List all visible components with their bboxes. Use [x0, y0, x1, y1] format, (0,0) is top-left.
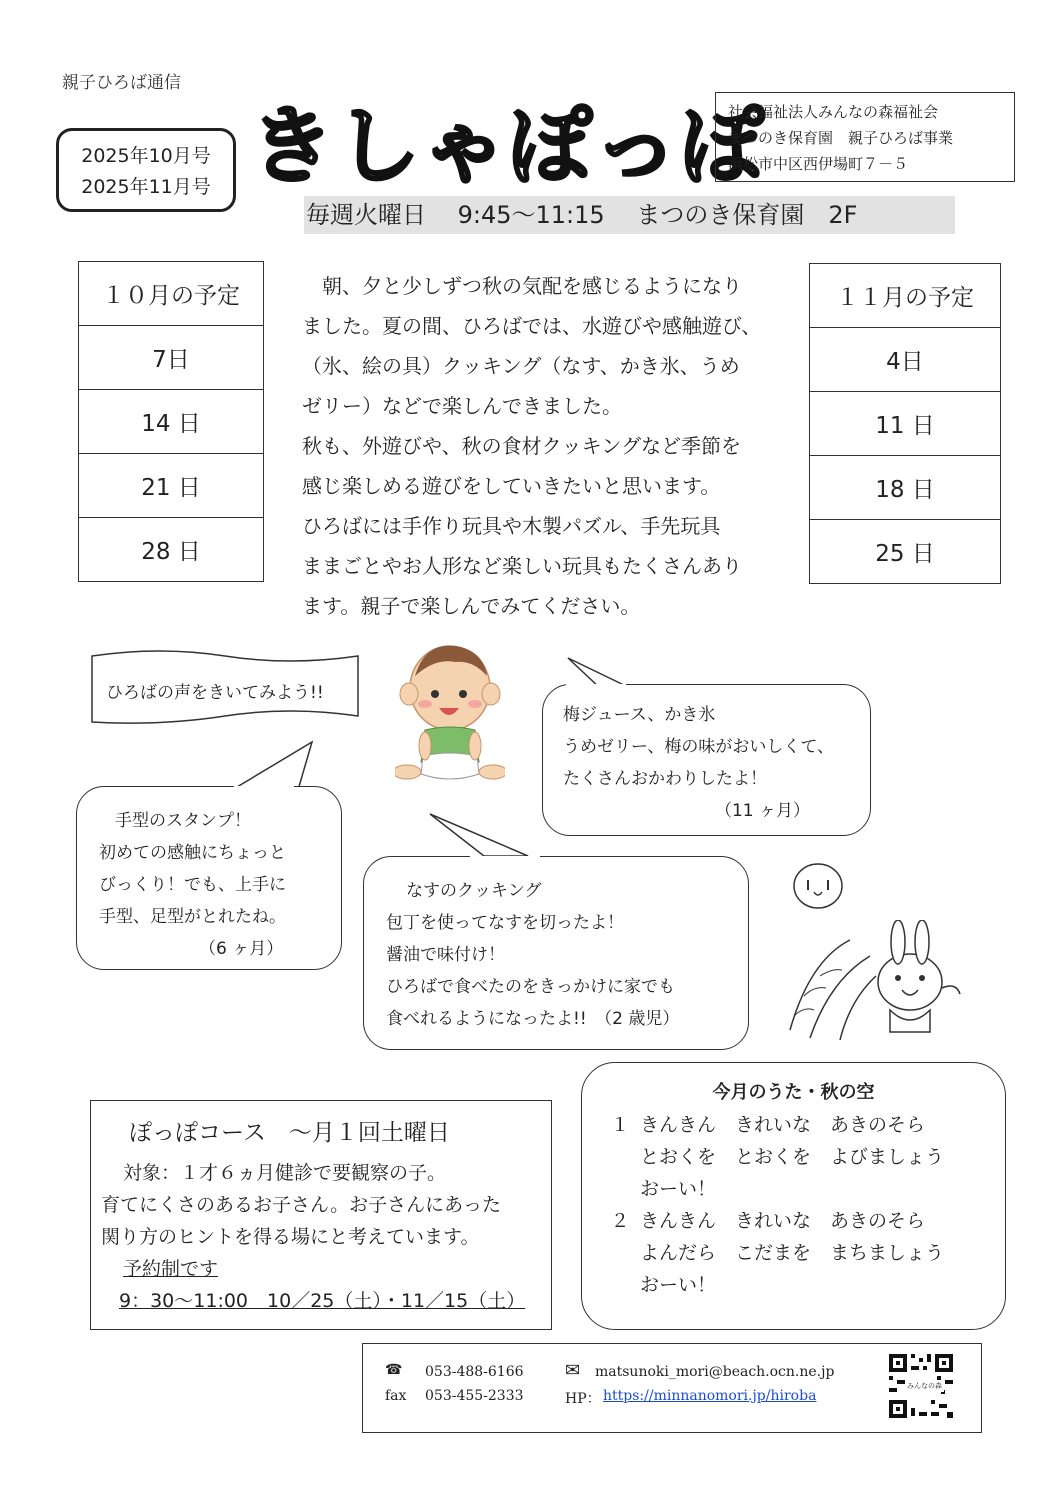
course-line-3: 関り方のヒントを得る場にと考えています。	[101, 1226, 480, 1248]
bubble2-line: びっくり！でも、上手に	[99, 875, 286, 895]
intro-line: 感じ楽しめる遊びをしていきたいと思います。	[302, 474, 721, 498]
november-header: １１月の予定	[810, 264, 1001, 328]
verse2-line: きんきん きれいな あきのそら	[640, 1210, 926, 1232]
verse2-number: ２	[610, 1210, 630, 1232]
october-date: 7日	[79, 326, 264, 390]
speech-bubble-2	[76, 786, 342, 970]
newsletter-title: きしゃぽっぽ	[250, 97, 767, 195]
november-date: 25 日	[810, 520, 1001, 584]
intro-line: ゼリー）などで楽しんできました。	[302, 394, 622, 418]
fax-number: 053-455-2333	[425, 1388, 524, 1404]
october-header: １０月の予定	[79, 262, 264, 326]
issue-box	[56, 128, 236, 212]
voices-banner-text: ひろばの声をきいてみよう!!	[106, 683, 324, 703]
verse1-line: おーい！	[640, 1178, 717, 1200]
hp-label: HP：	[565, 1391, 601, 1407]
fax-label: fax	[385, 1388, 407, 1404]
bubble2-line: 手型のスタンプ！	[115, 811, 251, 831]
organization-box	[715, 92, 1015, 182]
course-line-2: 育てにくさのあるお子さん。お子さんにあった	[101, 1194, 501, 1216]
intro-line: ままごとやお人形など楽しい玩具もたくさんあり	[302, 554, 742, 578]
rabbit-pampas-icon	[780, 920, 970, 1050]
intro-line: ました。夏の間、ひろばでは、水遊びや感触遊び、	[302, 314, 762, 338]
bubble1-age: （11 ヶ月）	[714, 801, 810, 821]
bubble3-tail	[424, 808, 534, 860]
song-verse-2	[600, 1205, 987, 1301]
series-name: 親子ひろば通信	[62, 73, 181, 93]
intro-line: 朝、夕と少しずつ秋の気配を感じるようになり	[302, 274, 742, 298]
bubble3-line: 包丁を使ってなすを切ったよ！	[386, 913, 624, 933]
bubble3-line: ひろばで食べたのをきっかけに家でも	[386, 977, 675, 997]
qr-code[interactable]	[887, 1352, 955, 1424]
course-reservation: 予約制です	[123, 1258, 219, 1280]
course-dates: 9：30～11:00 10／25（土）・11／15（土）	[119, 1290, 526, 1312]
speech-bubble-3	[363, 856, 749, 1050]
october-schedule-table	[78, 261, 264, 582]
voices-banner	[90, 650, 360, 728]
org-line-1: 社会福祉法人みんなの森福祉会	[728, 103, 939, 121]
qr-caption: みんなの森	[907, 1382, 942, 1390]
bubble2-age: （6 ヶ月）	[199, 939, 284, 959]
bubble1-line: たくさんおかわりしたよ！	[563, 769, 767, 789]
bubble1-line: 梅ジュース、かき氷	[563, 705, 716, 725]
phone-number: 053-488-6166	[425, 1364, 524, 1380]
october-date: 21 日	[79, 454, 264, 518]
issue-line-1: 2025年10月号	[81, 145, 211, 167]
november-schedule-table	[809, 263, 1001, 584]
bubble1-tail-mask	[566, 684, 626, 688]
speech-bubble-1	[542, 684, 871, 836]
baby-illustration	[395, 638, 505, 790]
course-line-1: 対象：１才６ヵ月健診で要観察の子。	[123, 1162, 447, 1184]
bubble2-line: 手型、足型がとれたね。	[99, 907, 286, 927]
october-date: 14 日	[79, 390, 264, 454]
org-line-2: まつのき保育園 親子ひろば事業	[728, 129, 954, 147]
bubble2-tail-mask	[234, 786, 294, 790]
verse1-line: きんきん きれいな あきのそら	[640, 1114, 926, 1136]
bubble3-line: なすのクッキング	[406, 881, 542, 901]
november-date: 4日	[810, 328, 1001, 392]
bubble3-tail-mask	[470, 856, 540, 860]
intro-line: ます。親子で楽しんでみてください。	[302, 594, 641, 618]
issue-line-2: 2025年11月号	[81, 176, 211, 198]
mail-icon: ✉	[565, 1360, 581, 1381]
baby-icon	[395, 638, 505, 786]
intro-line: ひろばには手作り玩具や木製パズル、手先玩具	[302, 514, 721, 538]
bubble3-line: 醤油で味付け！	[386, 945, 505, 965]
october-date: 28 日	[79, 518, 264, 582]
intro-line: （氷、絵の具）クッキング（なす、かき氷、うめ	[302, 354, 740, 378]
intro-text	[302, 266, 782, 626]
bubble1-line: うめゼリー、梅の味がおいしくて、	[563, 737, 834, 757]
schedule-banner: 毎週火曜日 9:45～11:15 まつのき保育園 2F	[304, 196, 955, 234]
contact-box	[362, 1343, 982, 1433]
org-line-3: 浜松市中区西伊場町７－５	[728, 155, 909, 173]
course-title: ぽっぽコース ～月１回土曜日	[129, 1120, 450, 1146]
song-box	[581, 1062, 1006, 1330]
song-verse-1	[600, 1109, 987, 1205]
phone-icon: ☎	[385, 1362, 403, 1378]
november-date: 11 日	[810, 392, 1001, 456]
song-title: 今月のうた・秋の空	[712, 1082, 875, 1103]
november-date: 18 日	[810, 456, 1001, 520]
bubble3-line: 食べれるようになったよ!! （2 歳児）	[386, 1009, 680, 1029]
verse2-line: よんだら こだまを まちましょう	[640, 1242, 945, 1264]
poppo-course-box	[90, 1100, 552, 1330]
verse1-line: とおくを とおくを よびましょう	[640, 1146, 945, 1168]
email-address[interactable]: matsunoki_mori@beach.ocn.ne.jp	[595, 1364, 835, 1380]
verse2-line: おーい！	[640, 1274, 717, 1296]
intro-line: 秋も、外遊びや、秋の食材クッキングなど季節を	[302, 434, 741, 458]
bubble2-line: 初めての感触にちょっと	[99, 843, 286, 863]
round-face-icon	[790, 860, 846, 912]
homepage-link[interactable]: https://minnanomori.jp/hiroba	[603, 1388, 817, 1404]
verse1-number: １	[610, 1114, 630, 1136]
